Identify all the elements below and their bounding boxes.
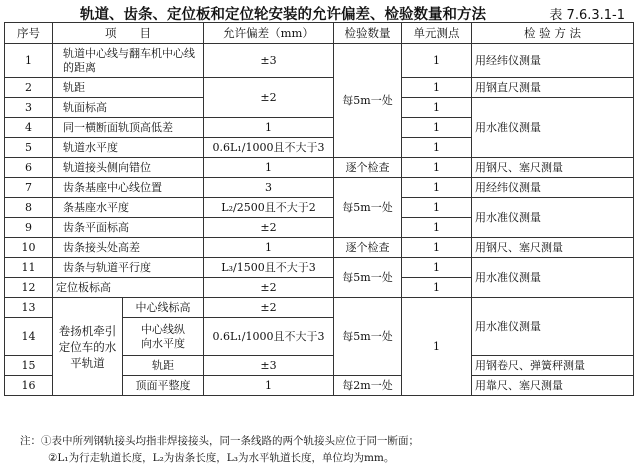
- header-unit-points: 单元测点: [402, 23, 472, 44]
- seq-cell: 4: [5, 118, 53, 138]
- seq-cell: 13: [5, 298, 53, 318]
- header-quantity: 检验数量: [334, 23, 402, 44]
- points-cell: 1: [402, 98, 472, 118]
- deviation-cell: ±2: [204, 78, 334, 118]
- deviation-cell: 3: [204, 178, 334, 198]
- table-number: 表 7.6.3.1-1: [549, 8, 625, 23]
- sub-item-cell: 顶面平整度: [123, 376, 204, 396]
- quantity-cell: 逐个检查: [334, 238, 402, 258]
- item-cell: 轨道接头侧向错位: [53, 158, 204, 178]
- points-cell: 1: [402, 44, 472, 78]
- seq-cell: 9: [5, 218, 53, 238]
- table-row: [5, 44, 634, 78]
- item-cell: 齿条基座中心线位置: [53, 178, 204, 198]
- group-cell: 卷扬机牵引定位车的水平轨道: [53, 298, 123, 396]
- note-2: ②L₁为行走轨道长度，L₂为齿条长度，L₃为水平轨道长度，单位均为mm。: [48, 452, 395, 464]
- seq-cell: 12: [5, 278, 53, 298]
- sub-item-cell: 轨距: [123, 356, 204, 376]
- seq-cell: 15: [5, 356, 53, 376]
- seq-cell: 8: [5, 198, 53, 218]
- seq-cell: 6: [5, 158, 53, 178]
- seq-cell: 1: [5, 44, 53, 78]
- note-1: 注：①表中所列钢轨接头均指非焊接接头，同一条线路的两个轨接头应位于同一断面；: [20, 435, 419, 447]
- table-row: [5, 298, 634, 318]
- seq-cell: 2: [5, 78, 53, 98]
- method-cell: 用经纬仪测量: [472, 178, 634, 198]
- points-cell: 1: [402, 158, 472, 178]
- header-item: 项 目: [53, 23, 204, 44]
- seq-cell: 10: [5, 238, 53, 258]
- table-row: [5, 78, 634, 98]
- method-cell: 用钢卷尺、弹簧秤测量: [472, 356, 634, 376]
- item-cell: 条基座水平度: [53, 198, 204, 218]
- seq-cell: 11: [5, 258, 53, 278]
- deviation-cell: ±2: [204, 278, 334, 298]
- title-row: [0, 0, 635, 24]
- points-cell: 1: [402, 78, 472, 98]
- points-cell: 1: [402, 138, 472, 158]
- notes: [20, 433, 419, 467]
- page-title: 轨道、齿条、定位板和定位轮安装的允许偏差、检验数量和方法: [80, 7, 486, 23]
- quantity-cell: 每5m一处: [334, 298, 402, 376]
- table-row: [5, 158, 634, 178]
- method-cell: 用水准仪测量: [472, 198, 634, 238]
- item-cell: 定位板标高: [53, 278, 204, 298]
- item-cell: 齿条平面标高: [53, 218, 204, 238]
- deviation-cell: ±3: [204, 356, 334, 376]
- table-row: [5, 198, 634, 218]
- table-row: [5, 178, 634, 198]
- deviation-cell: ±2: [204, 298, 334, 318]
- seq-cell: 14: [5, 318, 53, 356]
- method-cell: 用钢尺、塞尺测量: [472, 238, 634, 258]
- points-cell: 1: [402, 278, 472, 298]
- table-row: [5, 258, 634, 278]
- deviation-cell: L₂/2500且不大于2: [204, 198, 334, 218]
- deviation-cell: 1: [204, 118, 334, 138]
- method-cell: 用钢直尺测量: [472, 78, 634, 98]
- quantity-cell: 每2m一处: [334, 376, 402, 396]
- method-cell: 用靠尺、塞尺测量: [472, 376, 634, 396]
- deviation-cell: 0.6L₁/1000且不大于3: [204, 138, 334, 158]
- item-cell: 轨距: [53, 78, 204, 98]
- seq-cell: 7: [5, 178, 53, 198]
- method-cell: 用钢尺、塞尺测量: [472, 158, 634, 178]
- points-cell: 1: [402, 118, 472, 138]
- seq-cell: 5: [5, 138, 53, 158]
- points-cell: 1: [402, 198, 472, 218]
- seq-cell: 3: [5, 98, 53, 118]
- quantity-cell: 每5m一处: [334, 44, 402, 158]
- sub-item-cell: 中心线纵向水平度: [123, 318, 204, 356]
- tolerance-table: [4, 22, 634, 396]
- seq-cell: 16: [5, 376, 53, 396]
- method-cell: 用水准仪测量: [472, 298, 634, 356]
- item-cell: 轨道中心线与翻车机中心线的距离: [53, 44, 204, 78]
- quantity-cell: 每5m一处: [334, 178, 402, 238]
- deviation-cell: ±3: [204, 44, 334, 78]
- item-cell: 齿条接头处高差: [53, 238, 204, 258]
- points-cell: 1: [402, 178, 472, 198]
- deviation-cell: 1: [204, 376, 334, 396]
- header-method: 检 验 方 法: [472, 23, 634, 44]
- method-cell: 用水准仪测量: [472, 258, 634, 298]
- header-seq: 序号: [5, 23, 53, 44]
- quantity-cell: 每5m一处: [334, 258, 402, 298]
- points-cell: 1: [402, 298, 472, 396]
- table-row: [5, 238, 634, 258]
- deviation-cell: ±2: [204, 218, 334, 238]
- deviation-cell: L₃/1500且不大于3: [204, 258, 334, 278]
- header-deviation: 允许偏差（mm）: [204, 23, 334, 44]
- points-cell: 1: [402, 238, 472, 258]
- sub-item-cell: 中心线标高: [123, 298, 204, 318]
- item-cell: 同一横断面轨顶高低差: [53, 118, 204, 138]
- quantity-cell: 逐个检查: [334, 158, 402, 178]
- points-cell: 1: [402, 258, 472, 278]
- points-cell: 1: [402, 218, 472, 238]
- deviation-cell: 1: [204, 238, 334, 258]
- header-row: [5, 23, 634, 44]
- method-cell: 用水准仪测量: [472, 98, 634, 158]
- item-cell: 轨面标高: [53, 98, 204, 118]
- method-cell: 用经纬仪测量: [472, 44, 634, 78]
- item-cell: 齿条与轨道平行度: [53, 258, 204, 278]
- deviation-cell: 0.6L₁/1000且不大于3: [204, 318, 334, 356]
- item-cell: 轨道水平度: [53, 138, 204, 158]
- deviation-cell: 1: [204, 158, 334, 178]
